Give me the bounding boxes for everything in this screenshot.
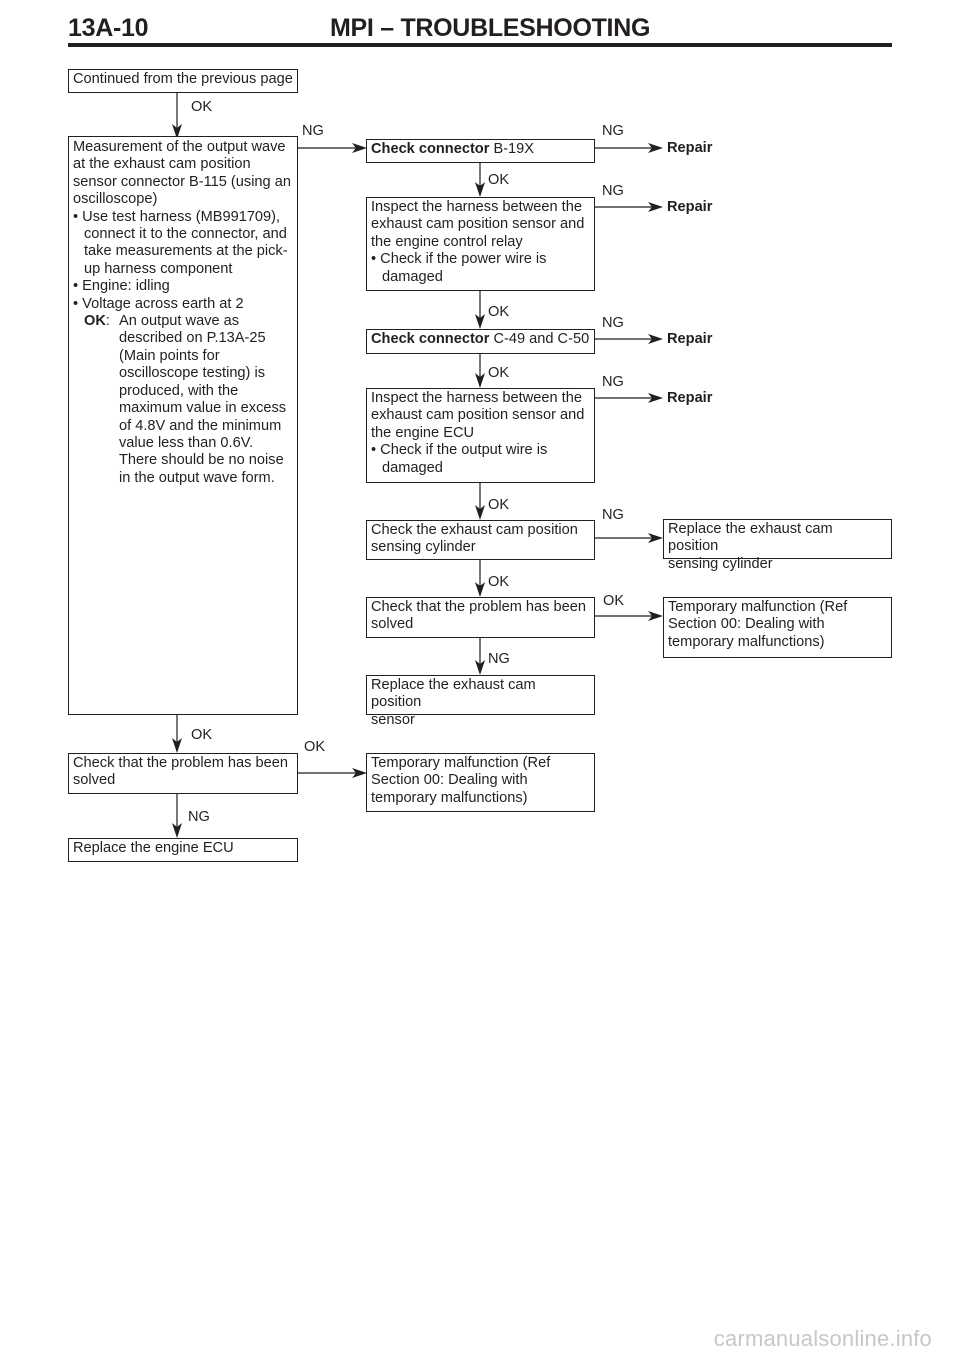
replace-cylinder-box: [663, 519, 892, 572]
measure-ok-line-5: maximum value in excess: [119, 400, 287, 417]
ng-label-c49: NG: [602, 315, 624, 331]
ok-label-cylinder: OK: [488, 574, 510, 590]
harness-relay-indent: damaged: [382, 268, 443, 285]
measure-indent-1: connect it to the connector, and: [84, 226, 287, 243]
b19x-bold: Check connector: [371, 141, 490, 157]
measure-ok-line-9: in the output wave form.: [119, 469, 275, 486]
temp1-line-2: Section 00: Dealing with: [668, 616, 825, 633]
repair-label-2: Repair: [667, 199, 713, 215]
temporary-malfunction-box-2: [366, 753, 595, 812]
ok-label-c49: OK: [488, 365, 510, 381]
check-solved-box-1: [366, 597, 595, 638]
check-cylinder-box: [366, 520, 595, 560]
harness-relay-line-3: the engine control relay: [371, 233, 523, 250]
b19x-rest: B-19X: [489, 141, 535, 157]
ok-label-ecu-harness: OK: [488, 497, 510, 513]
measure-line-3: sensor connector B-115 (using an: [73, 173, 291, 190]
ok-label-continued: OK: [191, 99, 213, 115]
ok-label-relay: OK: [488, 304, 510, 320]
harness-ecu-box: [366, 388, 595, 483]
measure-output-wave-box: [68, 136, 298, 715]
measure-indent-3: up harness component: [84, 260, 233, 277]
temp1-line-3: temporary malfunctions): [668, 633, 825, 650]
ng-label-b19x: NG: [602, 123, 624, 139]
replace-sensor-box: [366, 675, 595, 728]
c49-rest: C-49 and C-50: [489, 331, 590, 347]
continued-box: [68, 69, 298, 93]
measure-ok-line-7: value less than 0.6V.: [119, 434, 254, 451]
measure-ok-line-6: of 4.8V and the minimum: [119, 417, 282, 434]
check-cylinder-line-1: Check the exhaust cam position: [371, 522, 578, 538]
measure-ok-first: An output wave as: [119, 313, 240, 330]
harness-ecu-line-3: the engine ECU: [371, 424, 475, 441]
page-title: MPI – TROUBLESHOOTING: [330, 14, 651, 42]
measure-line-4: oscilloscope): [73, 191, 158, 208]
harness-ecu-line-2: exhaust cam position sensor and: [371, 407, 585, 424]
check-connector-b19x-box: [366, 139, 595, 163]
replace-sensor-line-1: Replace the exhaust cam position: [371, 677, 536, 711]
replace-sensor-line-2: sensor: [371, 711, 415, 728]
measure-ok-row: [73, 313, 293, 330]
check-connector-c49-box: [366, 329, 595, 354]
measure-line-2: at the exhaust cam position: [73, 156, 251, 173]
repair-label-1: Repair: [667, 140, 713, 156]
ng-label-ecu-harness: NG: [602, 374, 624, 390]
measure-ok-line-3: oscilloscope testing) is: [119, 365, 266, 382]
measure-bullet-voltage: • Voltage across earth at 2: [73, 295, 244, 312]
measure-ok-line-4: produced, with the: [119, 382, 239, 399]
repair-label-4: Repair: [667, 390, 713, 406]
temp2-line-2: Section 00: Dealing with: [371, 772, 528, 789]
temp1-line-1: Temporary malfunction (Ref: [668, 599, 848, 615]
measure-ok-line-2: (Main points for: [119, 347, 220, 364]
harness-relay-line-4: • Check if the power wire is: [371, 251, 547, 268]
measure-ok-line-1: described on P.13A-25: [119, 330, 266, 347]
solved2-line-2: solved: [73, 772, 116, 789]
ok-label-measure: OK: [191, 727, 213, 743]
c49-bold: Check connector: [371, 331, 490, 347]
replace-cylinder-line-2: sensing cylinder: [668, 555, 773, 572]
temp2-line-1: Temporary malfunction (Ref: [371, 755, 551, 771]
solved1-line-2: solved: [371, 616, 414, 633]
temporary-malfunction-box-1: [663, 597, 892, 658]
harness-ecu-line-4: • Check if the output wire is: [371, 442, 548, 459]
ok-label-solved-1: OK: [603, 593, 625, 609]
watermark: carmanualsonline.info: [713, 1326, 932, 1351]
check-cylinder-line-2: sensing cylinder: [371, 539, 476, 556]
replace-cylinder-line-1: Replace the exhaust cam position: [668, 521, 833, 555]
harness-ecu-indent: damaged: [382, 459, 443, 476]
solved2-line-1: Check that the problem has been: [73, 755, 288, 771]
measure-ok-key: OK: [84, 313, 106, 330]
ng-label-cylinder: NG: [602, 507, 624, 523]
measure-line-5: • Use test harness (MB991709),: [73, 208, 281, 225]
replace-ecu-box: [68, 838, 298, 862]
continued-text: Continued from the previous page: [73, 71, 293, 87]
ng-label-solved-1: NG: [488, 651, 510, 667]
measure-ok-line-8: There should be no noise: [119, 452, 284, 469]
ng-label-relay: NG: [602, 183, 624, 199]
temp2-line-3: temporary malfunctions): [371, 789, 528, 806]
measure-line-1: Measurement of the output wave: [73, 139, 286, 155]
measure-ok-colon: :: [105, 313, 110, 330]
section-number: 13A-10: [68, 14, 149, 42]
harness-ecu-line-1: Inspect the harness between the: [371, 390, 582, 406]
ng-label-solved-2: NG: [188, 809, 210, 825]
measure-indent-2: take measurements at the pick-: [84, 243, 288, 260]
repair-label-3: Repair: [667, 331, 713, 347]
ok-label-b19x: OK: [488, 172, 510, 188]
harness-relay-line-2: exhaust cam position sensor and: [371, 216, 585, 233]
ng-label-measure: NG: [302, 123, 324, 139]
ok-label-solved-2: OK: [304, 739, 326, 755]
solved1-line-1: Check that the problem has been: [371, 599, 586, 615]
harness-relay-box: [366, 197, 595, 291]
check-solved-box-2: [68, 753, 298, 794]
measure-bullet-engine: • Engine: idling: [73, 278, 170, 295]
replace-ecu-text: Replace the engine ECU: [73, 840, 234, 856]
harness-relay-line-1: Inspect the harness between the: [371, 199, 582, 215]
